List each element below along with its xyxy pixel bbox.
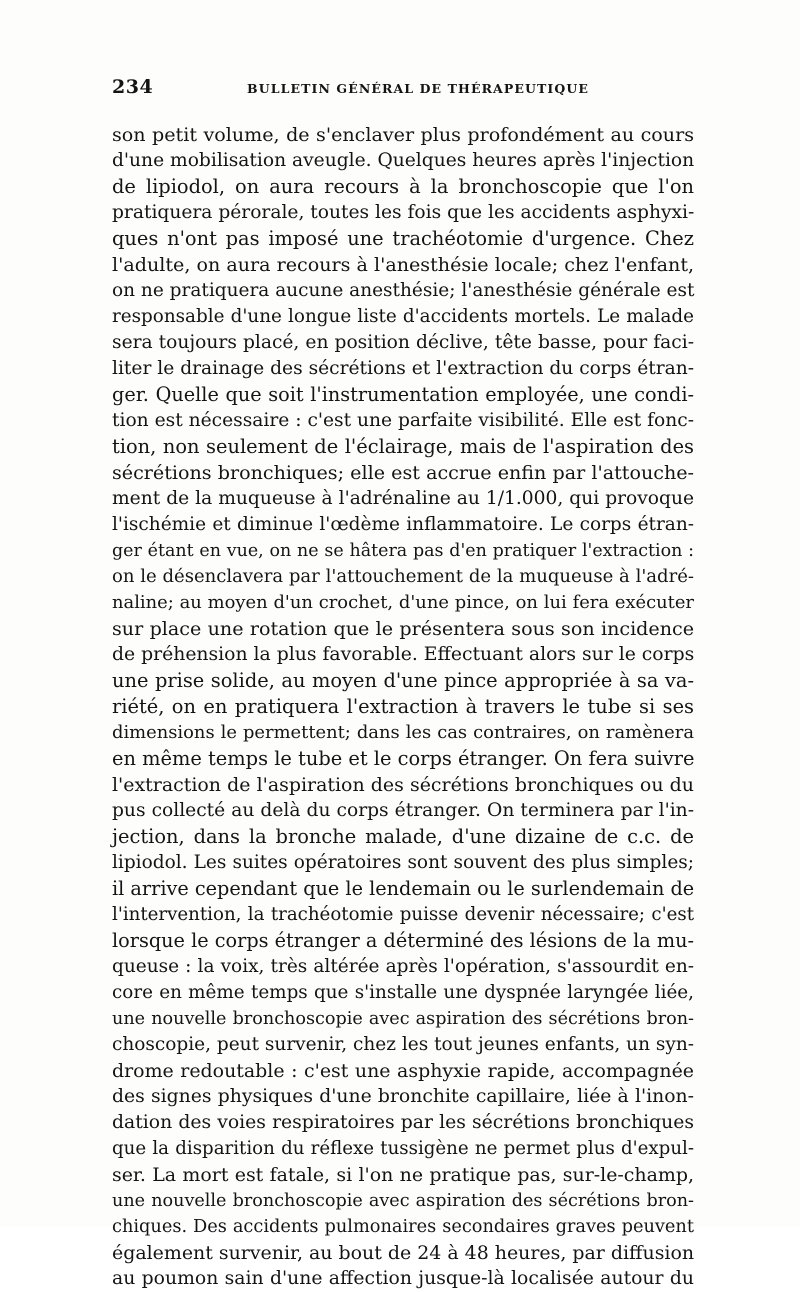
text-line: au poumon sain d'une affection jusque-là localisée autour du <box>112 1268 694 1289</box>
text-line: dation des voies respiratoires par les sécrétions bronchiques <box>112 1112 694 1133</box>
text-line: son petit volume, de s'enclaver plus profondément au cours <box>112 123 694 146</box>
text-line: l'extraction de l'aspiration des sécrétions bronchiques ou du <box>112 774 694 796</box>
text-line: l'intervention, la trachéotomie puisse devenir nécessaire; c'est <box>112 904 694 925</box>
text-line: d'une mobilisation aveugle. Quelques heures après l'injection <box>112 150 695 171</box>
text-line: pus collecté au delà du corps étranger. On terminera par l'in- <box>112 800 694 821</box>
text-line: également survenir, au bout de 24 à 48 heures, par diffusion <box>112 1242 695 1264</box>
text-line: ser. La mort est fatale, si l'on ne pratique pas, sur-le-champ, <box>112 1164 694 1186</box>
text-line: on ne pratiquera aucune anesthésie; l'anesthésie générale est <box>112 280 695 301</box>
text-line: ques n'ont pas imposé une trachéotomie d'urgence. Chez <box>112 227 694 250</box>
text-line: ger étant en vue, on ne se hâtera pas d'en pratiquer l'extraction : <box>112 541 694 561</box>
text-line: chiques. Des accidents pulmonaires secondaires graves peuvent <box>112 1217 694 1237</box>
text-line: une prise solide, au moyen d'une pince appropriée à sa va- <box>112 669 694 692</box>
text-line: ment de la muqueuse à l'adrénaline au 1/1.000, qui provoque <box>112 488 694 509</box>
text-line: l'ischémie et diminue l'œdème inflammatoire. Le corps étran- <box>112 514 694 535</box>
text-line: responsable d'une longue liste d'accidents mortels. Le malade <box>112 306 694 327</box>
text-line: liter le drainage des sécrétions et l'extraction du corps étran- <box>112 358 695 379</box>
text-line: que la disparition du réflexe tussigène ne permet plus d'expul- <box>112 1138 694 1159</box>
text-line: une nouvelle bronchoscopie avec aspiration des sécrétions bron- <box>112 1191 694 1211</box>
text-line: drome redoutable : c'est une asphyxie rapide, accompagnée <box>112 1060 694 1082</box>
text-line: de lipiodol, on aura recours à la bronchoscopie que l'on <box>112 175 694 198</box>
text-line: dimensions le permettent; dans les cas contraires, on ramènera <box>112 722 694 743</box>
text-line: il arrive cependant que le lendemain ou le surlendemain de <box>112 877 695 900</box>
body-text <box>112 122 694 1292</box>
text-line: jection, dans la bronche malade, d'une dizaine de c.c. de <box>112 825 694 848</box>
running-title: BULLETIN GÉNÉRAL DE THÉRAPEUTIQUE <box>247 81 589 96</box>
text-line: lorsque le corps étranger a déterminé des lésions de la mu- <box>112 929 694 952</box>
page-header <box>112 76 694 100</box>
text-line: tion, non seulement de l'éclairage, mais de l'aspiration des <box>112 435 694 458</box>
text-line: sera toujours placé, en position déclive, tête basse, pour faci- <box>112 332 694 353</box>
text-line: tion est nécessaire : c'est une parfaite visibilité. Elle est fonc- <box>112 410 694 431</box>
text-line: ger. Quelle que soit l'instrumentation employée, une condi- <box>112 383 694 406</box>
text-line: en même temps le tube et le corps étranger. On fera suivre <box>112 747 695 770</box>
text-line: choscopie, peut survenir, chez les tout jeunes enfants, un syn- <box>112 1034 694 1055</box>
text-line: de préhension la plus favorable. Effectuant alors sur le corps <box>112 644 695 665</box>
text-line: l'adulte, on aura recours à l'anesthésie locale; chez l'enfant, <box>112 253 695 276</box>
text-line: on le désenclavera par l'attouchement de la muqueuse à l'adré- <box>112 566 694 587</box>
text-line: riété, on en pratiquera l'extraction à travers le tube si ses <box>112 695 694 718</box>
text-line: sur place une rotation que le présentera sous son incidence <box>112 617 694 640</box>
text-line: naline; au moyen d'un crochet, d'une pince, on lui fera exécuter <box>112 592 694 613</box>
text-line: des signes physiques d'une bronchite capillaire, liée à l'inon- <box>112 1086 694 1107</box>
text-line: pratiquera pérorale, toutes les fois que les accidents asphyxi- <box>112 202 695 223</box>
text-line: queuse : la voix, très altérée après l'opération, s'assourdit en- <box>112 956 694 977</box>
text-line: sécrétions bronchiques; elle est accrue enfin par l'attouche- <box>112 461 694 484</box>
page-number: 234 <box>112 76 154 98</box>
text-line: lipiodol. Les suites opératoires sont souvent des plus simples; <box>112 852 694 873</box>
text-line: core en même temps que s'installe une dyspnée laryngée liée, <box>112 982 694 1003</box>
text-line: une nouvelle bronchoscopie avec aspiration des sécrétions bron- <box>112 1009 694 1029</box>
